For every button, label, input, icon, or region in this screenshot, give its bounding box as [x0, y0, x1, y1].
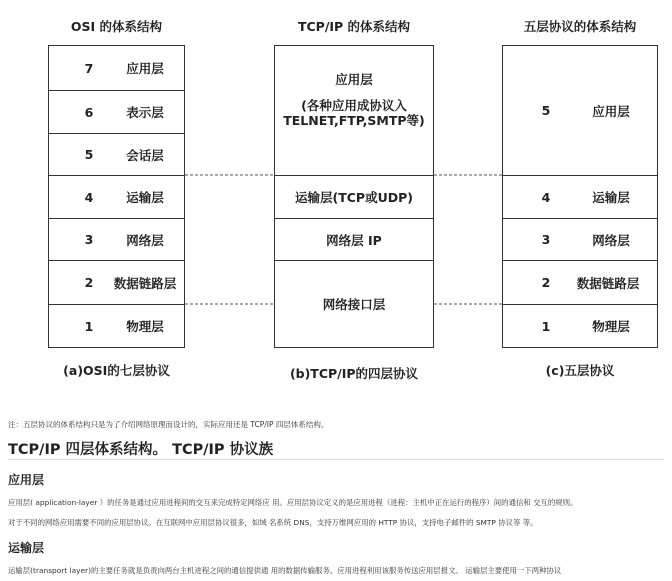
- five-layer-1: [503, 305, 657, 347]
- osi-layer-name: 数据链路层: [113, 275, 177, 291]
- five-layer-name: 物理层: [592, 319, 630, 334]
- five-layer-num: 3: [541, 232, 551, 247]
- osi-layer-num: 3: [84, 232, 94, 247]
- osi-layer-name: 运输层: [126, 190, 164, 205]
- transport-layer-heading: 运输层: [8, 541, 45, 555]
- five-layer-name: 数据链路层: [576, 275, 640, 291]
- application-layer-paragraph-2: 对于不同的网络应用需要不同的应用层协议。在互联网中应用层协议很多，如域 名系统 DNS，支持万维网应用的 HTTP 协议，支持电子邮件的 SMTP 协议等 等。: [8, 518, 538, 527]
- tcpip-transport-label: 运输层(TCP或UDP): [295, 190, 413, 205]
- osi-layer-name: 表示层: [126, 105, 164, 120]
- osi-layer-6: [49, 91, 184, 134]
- tcpip-link-layer: [275, 261, 433, 347]
- five-layer-3: [503, 219, 657, 261]
- tcpip-app-desc-2: TELNET,FTP,SMTP等): [283, 113, 425, 128]
- five-layer-name: 运输层: [592, 190, 630, 205]
- osi-layer-num: 4: [84, 189, 94, 205]
- five-layer-5: [503, 46, 657, 176]
- five-stack: [502, 45, 658, 348]
- osi-layer-num: 7: [84, 60, 94, 76]
- five-layer-num: 1: [541, 318, 551, 334]
- tcpip-network-layer: [275, 219, 433, 261]
- osi-layer-3: [49, 219, 184, 261]
- osi-layer-2: [49, 261, 184, 305]
- osi-title: OSI 的体系结构: [70, 19, 163, 34]
- application-layer-heading: 应用层: [8, 473, 45, 487]
- osi-layer-7: [49, 46, 184, 91]
- osi-layer-name: 网络层: [126, 232, 164, 248]
- five-title: 五层协议的体系结构: [523, 19, 637, 34]
- five-layer-num: 2: [541, 275, 551, 290]
- tcpip-stack: [274, 45, 434, 348]
- section-heading: TCP/IP 四层体系结构。 TCP/IP 协议族: [8, 442, 274, 458]
- tcpip-app-title: 应用层: [335, 72, 373, 87]
- tcpip-network-label: 网络层 IP: [326, 232, 382, 248]
- osi-layer-name: 应用层: [126, 61, 164, 76]
- osi-layer-num: 1: [84, 318, 94, 334]
- osi-caption: (a)OSI的七层协议: [63, 363, 170, 378]
- osi-layer-name: 物理层: [126, 319, 164, 334]
- osi-layer-name: 会话层: [126, 147, 164, 163]
- osi-layer-num: 6: [84, 104, 94, 120]
- tcpip-caption: (b)TCP/IP的四层协议: [289, 366, 419, 381]
- tcpip-application-layer: [275, 46, 433, 176]
- osi-layer-1: [49, 305, 184, 347]
- five-layer-num: 5: [541, 103, 551, 118]
- osi-stack: [48, 45, 185, 348]
- five-layer-name: 网络层: [592, 232, 630, 248]
- osi-layer-num: 5: [84, 147, 94, 162]
- tcpip-transport-layer: [275, 176, 433, 219]
- five-layer-name: 应用层: [592, 103, 630, 119]
- osi-layer-num: 2: [84, 275, 94, 290]
- tcpip-title: TCP/IP 的体系结构: [297, 19, 411, 34]
- osi-layer-4: [49, 176, 184, 219]
- application-layer-paragraph-1: 应用层( application-layer ）的任务是通过应用进程间的交互来完成特定网络应 用。应用层协议定义的是应用进程（进程：主机中正在运行的程序）间的通信和 交互的规则。: [8, 498, 578, 507]
- diagram-note: 注：五层协议的体系结构只是为了介绍网络原理而设计的，实际应用还是 TCP/IP 四层体系结构。: [8, 420, 329, 429]
- tcpip-link-label: 网络接口层: [322, 297, 386, 312]
- five-caption: (c)五层协议: [545, 363, 615, 378]
- five-layer-4: [503, 176, 657, 219]
- tcpip-app-desc-1: (各种应用成协议入: [301, 98, 407, 113]
- five-layer-num: 4: [541, 189, 551, 205]
- five-layer-2: [503, 261, 657, 305]
- heading-divider: [8, 459, 664, 460]
- transport-layer-paragraph-1: 运输层(transport layer)的主要任务就是负责向两台主机进程之间的通信提供通 用的数据传输服务。应用进程利用该服务传送应用层报文。 运输层主要使用一下两种协议: [8, 566, 562, 575]
- osi-layer-5: [49, 134, 184, 176]
